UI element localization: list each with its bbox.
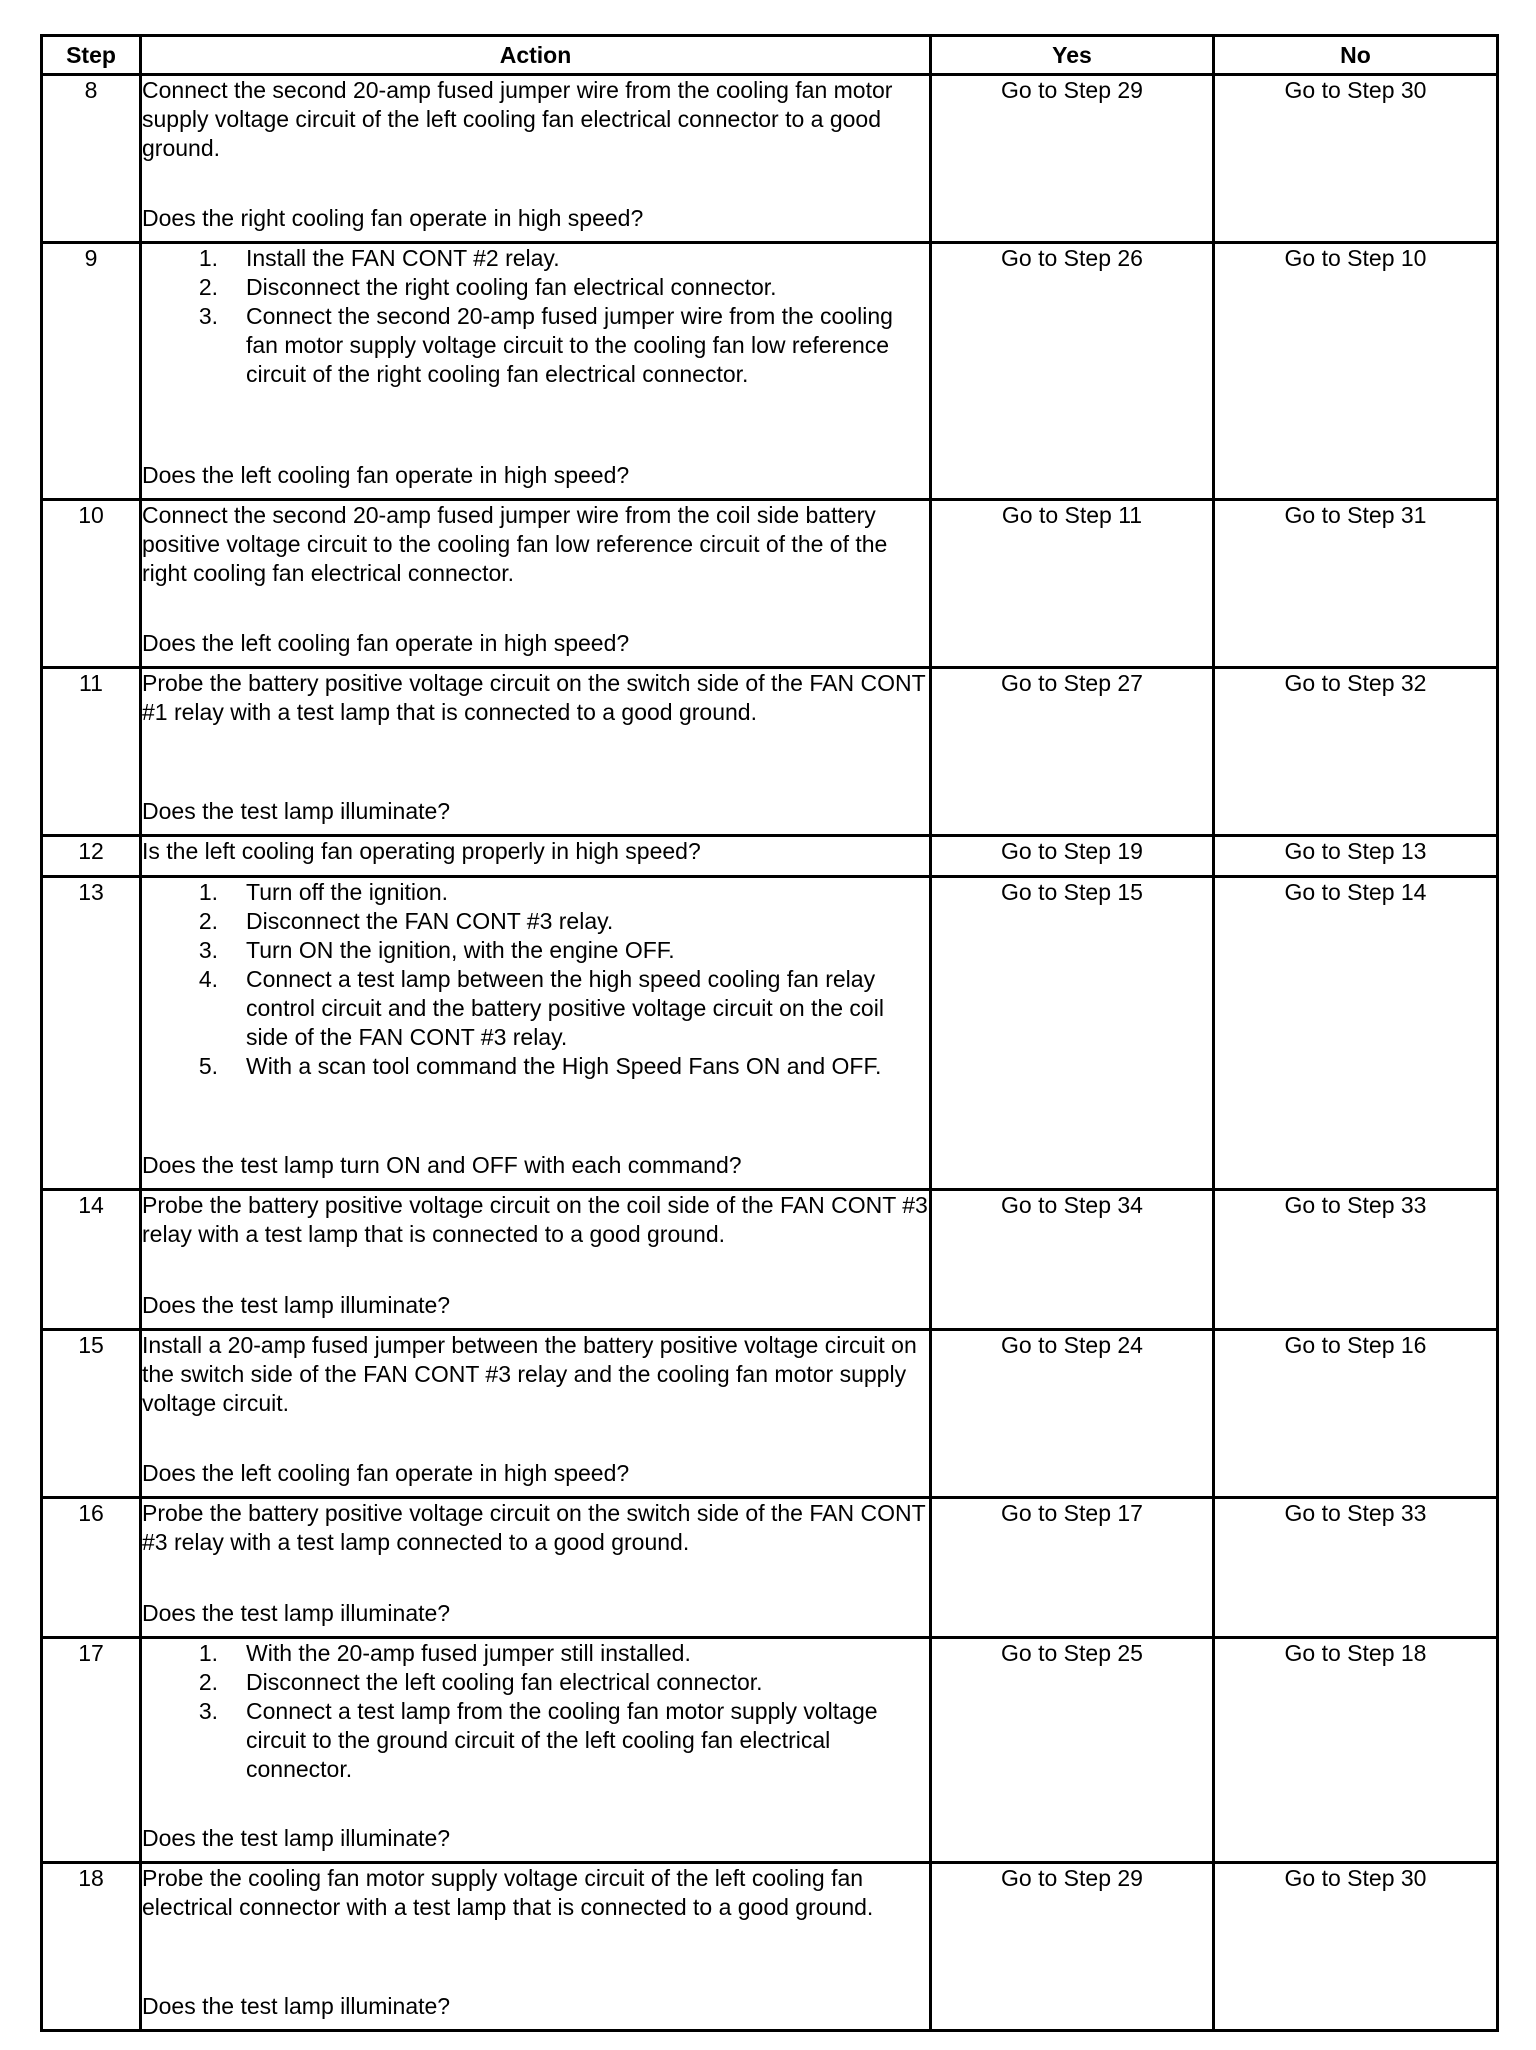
list-item <box>142 1639 929 1668</box>
action-content <box>142 1191 929 1320</box>
no-result: Go to Step 18 <box>1214 1638 1498 1863</box>
no-result: Go to Step 14 <box>1214 877 1498 1190</box>
action-question: Is the left cooling fan operating properly in high speed? <box>142 838 701 864</box>
list-item-text: Turn ON the ignition, with the engine OFF. <box>246 937 675 963</box>
list-item-text: With the 20-amp fused jumper still installed. <box>246 1640 691 1666</box>
action-intro: Connect the second 20-amp fused jumper wire from the coil side battery positive voltage circuit to the cooling fan low reference circuit of the of the right cooling fan electrical connector. <box>142 502 888 586</box>
list-item-number: 3. <box>198 303 218 329</box>
action-question: Does the test lamp illuminate? <box>142 1993 451 2019</box>
table-row <box>42 877 1498 1190</box>
action-content <box>142 1639 929 1853</box>
action-instructions <box>142 1639 929 1784</box>
yes-result: Go to Step 29 <box>931 1863 1214 2031</box>
no-result: Go to Step 30 <box>1214 1863 1498 2031</box>
step-number: 9 <box>42 243 141 500</box>
table-row <box>42 500 1498 668</box>
diagnostic-table <box>40 34 1499 2032</box>
list-item-text: Install the FAN CONT #2 relay. <box>246 245 560 271</box>
header-yes: Yes <box>931 36 1214 75</box>
list-item-number: 2. <box>198 274 218 300</box>
action-question: Does the test lamp illuminate? <box>142 1600 451 1626</box>
table-row <box>42 1638 1498 1863</box>
table-row <box>42 1498 1498 1638</box>
table-body <box>42 75 1498 2031</box>
action-question: Does the left cooling fan operate in high speed? <box>142 1460 630 1486</box>
action-cell <box>141 1330 931 1498</box>
action-instructions <box>142 76 929 163</box>
header-no: No <box>1214 36 1498 75</box>
step-number: 15 <box>42 1330 141 1498</box>
yes-result: Go to Step 34 <box>931 1190 1214 1330</box>
action-instructions <box>142 244 929 389</box>
no-result: Go to Step 30 <box>1214 75 1498 243</box>
yes-result: Go to Step 29 <box>931 75 1214 243</box>
table-row <box>42 1190 1498 1330</box>
action-content <box>142 837 929 867</box>
step-number: 18 <box>42 1863 141 2031</box>
yes-result: Go to Step 26 <box>931 243 1214 500</box>
header-row <box>42 36 1498 75</box>
yes-result: Go to Step 11 <box>931 500 1214 668</box>
action-cell <box>141 243 931 500</box>
action-instructions <box>142 1499 929 1557</box>
list-item <box>142 244 929 273</box>
list-item-text: Disconnect the right cooling fan electrical connector. <box>246 274 777 300</box>
list-item-number: 1. <box>198 245 218 271</box>
yes-result: Go to Step 15 <box>931 877 1214 1190</box>
action-intro: Install a 20-amp fused jumper between the battery positive voltage circuit on the switch side of the FAN CONT #3 relay and the cooling fan motor supply voltage circuit. <box>142 1332 917 1416</box>
action-question: Does the test lamp illuminate? <box>142 1292 451 1318</box>
action-content <box>142 244 929 490</box>
list-item-number: 5. <box>198 1053 218 1079</box>
action-cell <box>141 668 931 836</box>
action-steps-list <box>142 1639 929 1784</box>
list-item-number: 3. <box>198 1698 218 1724</box>
list-item <box>142 907 929 936</box>
table-row <box>42 836 1498 877</box>
step-number: 10 <box>42 500 141 668</box>
table-row <box>42 243 1498 500</box>
step-number: 8 <box>42 75 141 243</box>
list-item-number: 1. <box>198 879 218 905</box>
no-result: Go to Step 10 <box>1214 243 1498 500</box>
action-content <box>142 1499 929 1628</box>
action-question: Does the test lamp turn ON and OFF with each command? <box>142 1152 742 1178</box>
no-result: Go to Step 16 <box>1214 1330 1498 1498</box>
action-cell <box>141 877 931 1190</box>
list-item <box>142 1052 929 1081</box>
table-row <box>42 668 1498 836</box>
step-number: 13 <box>42 877 141 1190</box>
table-row <box>42 1863 1498 2031</box>
yes-result: Go to Step 25 <box>931 1638 1214 1863</box>
action-question: Does the left cooling fan operate in high speed? <box>142 462 630 488</box>
action-cell <box>141 836 931 877</box>
action-question: Does the left cooling fan operate in high speed? <box>142 630 630 656</box>
action-content <box>142 669 929 826</box>
action-content <box>142 501 929 658</box>
list-item-number: 2. <box>198 908 218 934</box>
list-item-number: 1. <box>198 1640 218 1666</box>
no-result: Go to Step 31 <box>1214 500 1498 668</box>
action-content <box>142 76 929 233</box>
action-intro: Probe the cooling fan motor supply voltage circuit of the left cooling fan electrical connector with a test lamp that is connected to a good ground. <box>142 1865 874 1920</box>
step-number: 12 <box>42 836 141 877</box>
list-item-number: 3. <box>198 937 218 963</box>
action-cell <box>141 1638 931 1863</box>
no-result: Go to Step 33 <box>1214 1190 1498 1330</box>
list-item <box>142 1697 929 1784</box>
header-step: Step <box>42 36 141 75</box>
action-steps-list <box>142 244 929 389</box>
no-result: Go to Step 33 <box>1214 1498 1498 1638</box>
action-cell <box>141 1863 931 2031</box>
list-item-number: 2. <box>198 1669 218 1695</box>
action-instructions <box>142 669 929 727</box>
yes-result: Go to Step 19 <box>931 836 1214 877</box>
yes-result: Go to Step 27 <box>931 668 1214 836</box>
list-item <box>142 1668 929 1697</box>
action-steps-list <box>142 878 929 1081</box>
action-intro: Probe the battery positive voltage circuit on the coil side of the FAN CONT #3 relay with a test lamp that is connected to a good ground. <box>142 1192 928 1247</box>
list-item-number: 4. <box>198 966 218 992</box>
list-item <box>142 936 929 965</box>
list-item <box>142 273 929 302</box>
list-item-text: Turn off the ignition. <box>246 879 449 905</box>
list-item-text: Disconnect the left cooling fan electrical connector. <box>246 1669 763 1695</box>
action-cell <box>141 500 931 668</box>
action-instructions <box>142 1191 929 1249</box>
action-cell <box>141 75 931 243</box>
step-number: 17 <box>42 1638 141 1863</box>
action-content <box>142 1331 929 1488</box>
list-item <box>142 965 929 1052</box>
table-row <box>42 1330 1498 1498</box>
step-number: 11 <box>42 668 141 836</box>
list-item <box>142 302 929 389</box>
action-instructions <box>142 501 929 588</box>
action-cell <box>141 1498 931 1638</box>
action-intro: Probe the battery positive voltage circuit on the switch side of the FAN CONT #1 relay with a test lamp that is connected to a good ground. <box>142 670 926 725</box>
step-number: 16 <box>42 1498 141 1638</box>
action-question: Does the right cooling fan operate in high speed? <box>142 205 644 231</box>
yes-result: Go to Step 24 <box>931 1330 1214 1498</box>
action-content <box>142 878 929 1180</box>
yes-result: Go to Step 17 <box>931 1498 1214 1638</box>
action-intro: Probe the battery positive voltage circuit on the switch side of the FAN CONT #3 relay with a test lamp connected to a good ground. <box>142 1500 926 1555</box>
action-instructions <box>142 878 929 1081</box>
action-question: Does the test lamp illuminate? <box>142 1825 451 1851</box>
action-cell <box>141 1190 931 1330</box>
table-row <box>42 75 1498 243</box>
action-instructions <box>142 1331 929 1418</box>
action-intro: Connect the second 20-amp fused jumper wire from the cooling fan motor supply voltage circuit of the left cooling fan electrical connector to a good ground. <box>142 77 893 161</box>
list-item-text: Connect a test lamp between the high speed cooling fan relay control circuit and the battery positive voltage circuit on the coil side of the FAN CONT #3 relay. <box>246 966 884 1050</box>
action-question: Does the test lamp illuminate? <box>142 798 451 824</box>
action-instructions <box>142 1864 929 1922</box>
no-result: Go to Step 32 <box>1214 668 1498 836</box>
list-item <box>142 878 929 907</box>
list-item-text: Disconnect the FAN CONT #3 relay. <box>246 908 614 934</box>
header-action: Action <box>141 36 931 75</box>
step-number: 14 <box>42 1190 141 1330</box>
list-item-text: Connect a test lamp from the cooling fan motor supply voltage circuit to the ground circuit of the left cooling fan electrical connector. <box>246 1698 878 1782</box>
action-content <box>142 1864 929 2021</box>
list-item-text: With a scan tool command the High Speed Fans ON and OFF. <box>246 1053 882 1079</box>
no-result: Go to Step 13 <box>1214 836 1498 877</box>
list-item-text: Connect the second 20-amp fused jumper wire from the cooling fan motor supply voltage circuit to the cooling fan low reference circuit of the right cooling fan electrical connector. <box>246 303 893 387</box>
